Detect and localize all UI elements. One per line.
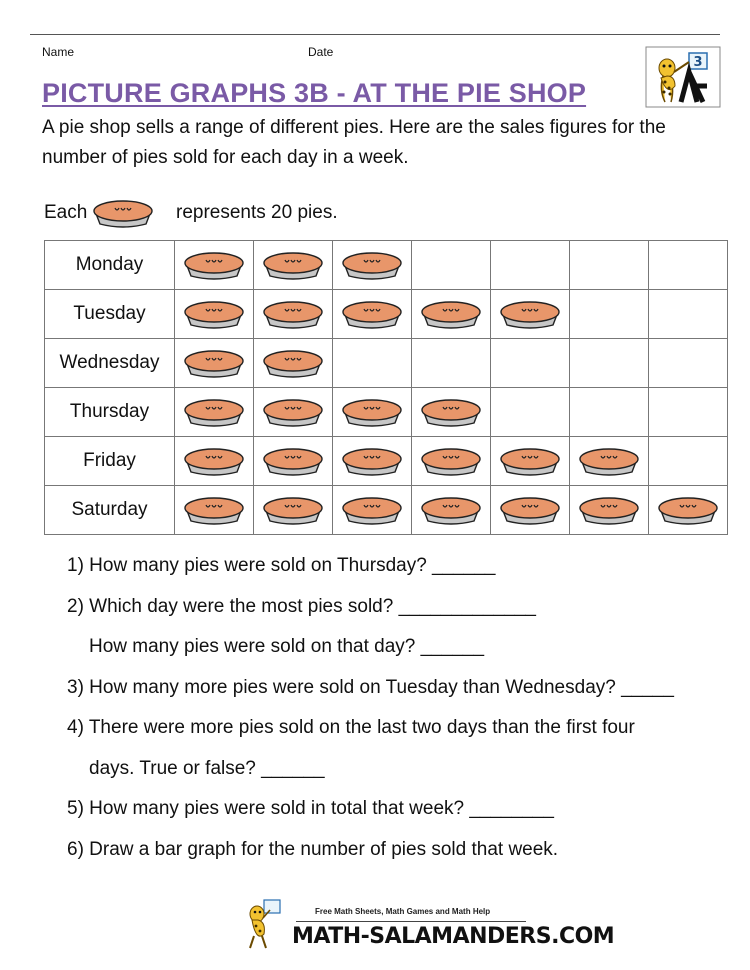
question-item: 3) How many more pies were sold on Tuesday than Wednesday? _____ xyxy=(67,676,674,698)
graph-cell xyxy=(333,241,412,290)
pictogram-key xyxy=(42,196,442,230)
question-item: days. True or false? ______ xyxy=(89,757,325,779)
name-label: Name xyxy=(42,45,75,59)
pie-icon xyxy=(497,493,563,527)
pie-icon xyxy=(181,297,247,331)
question-item: 5) How many pies were sold in total that week? ________ xyxy=(67,798,554,819)
day-label: Tuesday xyxy=(45,290,175,339)
graph-cell xyxy=(649,241,728,290)
pie-icon xyxy=(181,248,247,282)
pie-icon xyxy=(260,346,326,380)
graph-cell xyxy=(649,486,728,535)
graph-cell xyxy=(412,339,491,388)
pie-icon xyxy=(260,395,326,429)
question-item: 4) There were more pies sold on the last two days than the first four xyxy=(67,717,635,738)
pie-icon xyxy=(576,493,642,527)
graph-cell xyxy=(570,339,649,388)
question-item: 1) How many pies were sold on Thursday? ______ xyxy=(67,555,496,576)
salamander-grade-logo xyxy=(645,46,721,108)
worksheet-title: PICTURE GRAPHS 3B - AT THE PIE SHOP xyxy=(42,78,587,108)
graph-cell xyxy=(412,241,491,290)
graph-cell xyxy=(649,388,728,437)
date-label: Date xyxy=(308,45,334,59)
graph-cell xyxy=(333,388,412,437)
graph-row xyxy=(45,486,728,535)
graph-cell xyxy=(254,437,333,486)
graph-cell xyxy=(491,388,570,437)
graph-cell xyxy=(175,388,254,437)
pie-icon xyxy=(181,444,247,478)
day-label: Friday xyxy=(45,437,175,486)
graph-cell xyxy=(570,437,649,486)
graph-cell xyxy=(175,290,254,339)
pie-icon xyxy=(260,297,326,331)
key-each-label: Each xyxy=(44,202,88,223)
pie-icon xyxy=(339,493,405,527)
pie-icon xyxy=(339,248,405,282)
pie-icon xyxy=(418,493,484,527)
key-represents-label: represents 20 pies. xyxy=(176,202,338,223)
top-rule xyxy=(30,34,720,35)
pie-icon xyxy=(497,297,563,331)
pie-icon xyxy=(576,444,642,478)
graph-cell xyxy=(175,241,254,290)
pie-icon xyxy=(90,196,156,230)
graph-cell xyxy=(491,241,570,290)
graph-cell xyxy=(333,437,412,486)
graph-cell xyxy=(412,388,491,437)
graph-cell xyxy=(649,290,728,339)
pie-icon xyxy=(339,444,405,478)
graph-cell xyxy=(333,486,412,535)
graph-row xyxy=(45,388,728,437)
pie-icon xyxy=(260,248,326,282)
graph-cell xyxy=(570,486,649,535)
pie-icon xyxy=(497,444,563,478)
graph-cell xyxy=(649,339,728,388)
graph-cell xyxy=(175,486,254,535)
footer-tagline: Free Math Sheets, Math Games and Math Help xyxy=(315,907,491,916)
footer-salamander-logo xyxy=(244,898,284,950)
graph-cell xyxy=(491,437,570,486)
graph-row xyxy=(45,437,728,486)
pie-icon xyxy=(655,493,721,527)
day-label: Wednesday xyxy=(45,339,175,388)
grade-badge-text: 3 xyxy=(693,55,703,70)
footer-site-link[interactable]: MATH-SALAMANDERS.COM xyxy=(292,924,615,949)
graph-cell xyxy=(570,388,649,437)
graph-cell xyxy=(412,437,491,486)
graph-cell xyxy=(412,290,491,339)
graph-cell xyxy=(333,339,412,388)
day-label: Monday xyxy=(45,241,175,290)
graph-cell xyxy=(491,290,570,339)
graph-cell xyxy=(254,290,333,339)
graph-cell xyxy=(175,437,254,486)
footer-rule xyxy=(296,921,526,922)
graph-row xyxy=(45,241,728,290)
pie-icon xyxy=(181,493,247,527)
graph-cell xyxy=(175,339,254,388)
pie-icon xyxy=(418,297,484,331)
graph-cell xyxy=(254,486,333,535)
graph-cell xyxy=(333,290,412,339)
question-item: How many pies were sold on that day? ______ xyxy=(89,636,485,657)
graph-cell xyxy=(254,241,333,290)
pie-icon xyxy=(339,395,405,429)
pie-icon xyxy=(181,395,247,429)
pie-icon xyxy=(181,346,247,380)
picture-graph xyxy=(44,240,728,535)
key-pie-icon xyxy=(90,196,156,236)
day-label: Thursday xyxy=(45,388,175,437)
pie-icon xyxy=(260,493,326,527)
question-item: 6) Draw a bar graph for the number of pies sold that week. xyxy=(67,838,559,860)
graph-cell xyxy=(254,339,333,388)
pie-icon xyxy=(339,297,405,331)
graph-cell xyxy=(491,339,570,388)
graph-cell xyxy=(570,241,649,290)
intro-text: A pie shop sells a range of different pies. Here are the sales figures for the number of pies sold for each day in a week. xyxy=(42,117,666,168)
pie-icon xyxy=(418,395,484,429)
graph-cell xyxy=(570,290,649,339)
question-list xyxy=(67,551,674,875)
graph-cell xyxy=(649,437,728,486)
graph-cell xyxy=(491,486,570,535)
pie-icon xyxy=(418,444,484,478)
graph-cell xyxy=(412,486,491,535)
graph-cell xyxy=(254,388,333,437)
graph-row xyxy=(45,339,728,388)
graph-row xyxy=(45,290,728,339)
pie-icon xyxy=(260,444,326,478)
question-item: 2) Which day were the most pies sold? _____________ xyxy=(67,595,536,617)
day-label: Saturday xyxy=(45,486,175,535)
